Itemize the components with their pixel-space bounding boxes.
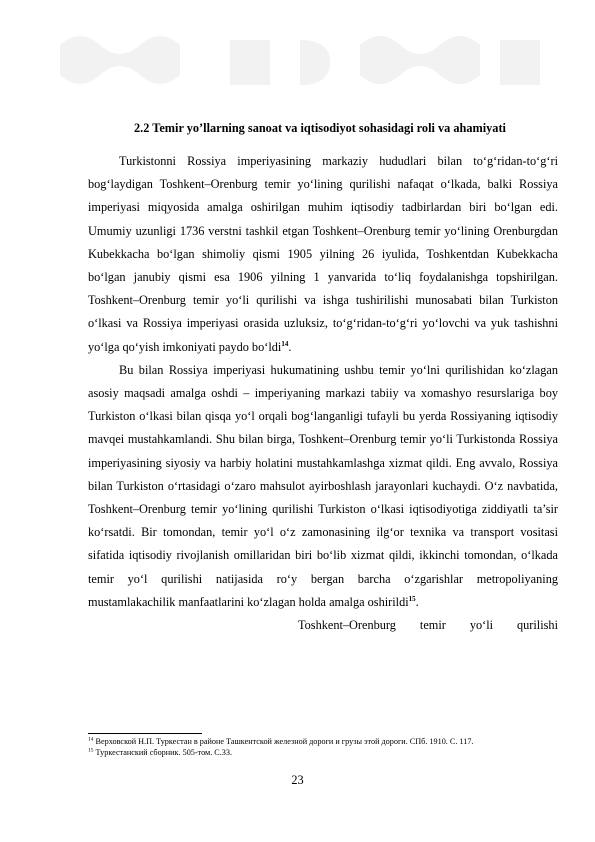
section-heading: 2.2 Temir yo’llarning sanoat va iqtisodiyot sohasidagi roli va ahamiyati [134, 121, 506, 135]
footnote-15: $^{15}$ Туркестанский сборник. 505-том. С.33. [88, 746, 233, 757]
footnote-ref-14[interactable]: 14 [281, 339, 289, 348]
paragraph-1: Turkistonni Rossiya imperiyasining markaziy hududlari bilan to‘g‘ridan-to‘g‘ri bog‘laydigan Toshkent–Orenburg temir yo‘lining qurilishi nafaqat o‘lkada, balki Rossiya imperiyasi miqyosida amalga oshirilgan muhim iqtisodiy tadbirlardan biri bo‘lgan edi. Umumiy uzunligi 1736 verstni tashkil etgan Toshkent–Orenburg temir yo‘lining Orenburgdan Kubekkacha bo‘lgan shimoliy qismi 1905 yilning 26 iyulida, Toshkentdan Kubekkacha bo‘lgan janubiy qismi esa 1906 yilning 1 yanvarida to‘liq foydalanishga topshirilgan. Toshkent–Orenburg temir yo‘li qurilishi va ishga tushirilishi munosabati bilan Turkiston o‘lkasi va Rossiya imperiyasi orasida uzluksiz, to‘g‘ridan-to‘g‘ri yo‘lovchi va yuk tashishni yo‘lga qo‘yish imkoniyati paydo bo‘ldi$^{14}$. [88, 154, 558, 354]
footnote-divider [88, 733, 202, 734]
body-text [88, 150, 558, 637]
footnote-14: $^{14}$ Верховской Н.П. Туркестан в районе Ташкентской железной дороги и грузы этой дороги. СПб. 1910. С. 117. [88, 736, 474, 746]
footnote-ref-15[interactable]: 15 [408, 594, 416, 603]
page-number: 23 [291, 773, 304, 787]
footnotes [88, 737, 558, 758]
paragraph-2: Bu bilan Rossiya imperiyasi hukumatining ushbu temir yo‘lni qurilishidan ko‘zlagan asosiy maqsadi amalga oshdi – imperiyaning markazi tabiiy va xomashyo resurslariga boy Turkiston o‘lkasi bilan qisqa yo‘l orqali bog‘langanligi tufayli bu yerda Rossiyaning iqtisodiy mavqei mustahkamlandi. Shu bilan birga, Toshkent–Orenburg temir yo‘li Turkistonda Rossiya imperiyasining siyosiy va harbiy holatini mustahkamlashga xizmat qildi. Eng avvalo, Rossiya bilan Turkiston o‘rtasidagi o‘zaro mahsulot ayirboshlash jarayonlari kuchaydi. O‘z navbatida, Toshkent–Orenburg temir yo‘lining qurilishi Turkiston o‘lkasi iqtisodiyotiga ziddiyatli ta’sir ko‘rsatdi. Bir tomondan, temir yo‘l o‘z zamonasining ilg‘or texnika va transport vositasi sifatida iqtisodiy rivojlanish omillaridan biri bo‘lib xizmat qildi, ikkinchi tomondan, o‘lkada temir yo‘l qurilishi natijasida ro‘y bergan barcha o‘zgarishlar metropoliyaning mustamlakachilik manfaatlarini ko‘zlagan holda amalga oshirildi$^{15}$. [88, 362, 558, 609]
continuation-line: Toshkent–Orenburg temir yo‘li qurilishi [298, 618, 558, 633]
